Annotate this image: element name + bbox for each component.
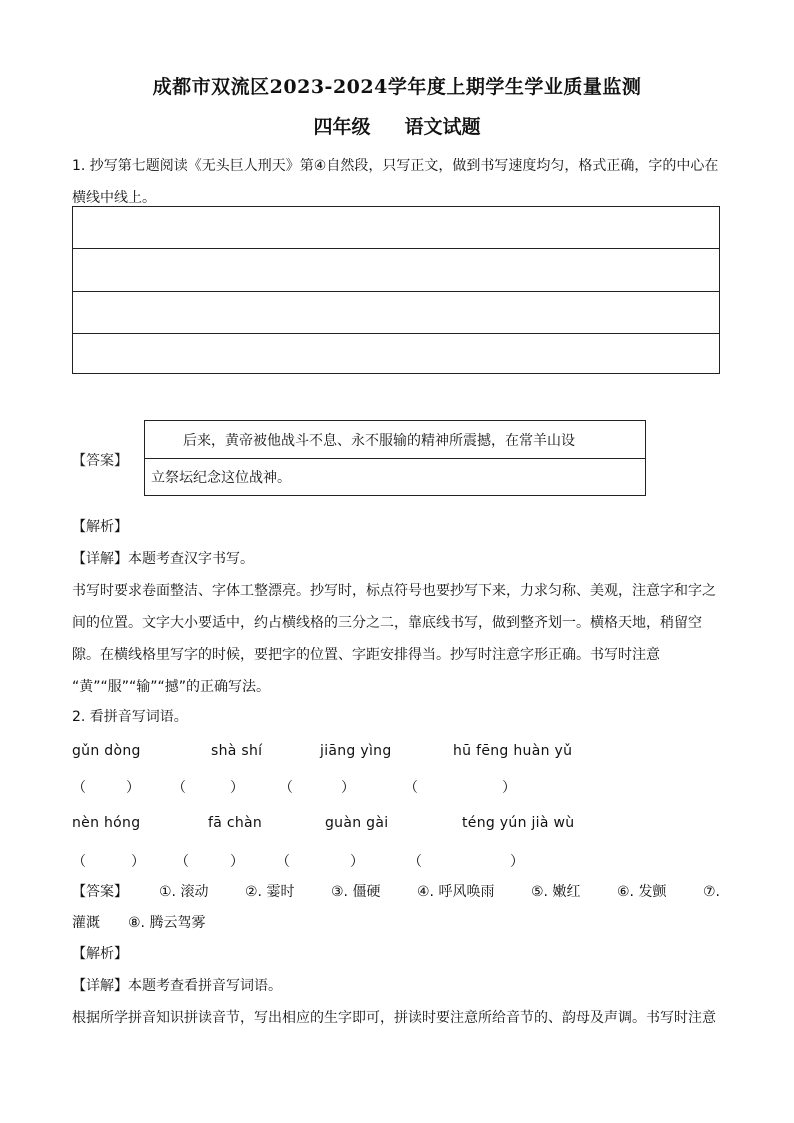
detail-tag: 【详解】: [72, 551, 128, 567]
answer-paren-close: ）: [502, 780, 516, 796]
answer-item: ⑦.: [703, 884, 721, 900]
writing-line: [73, 291, 719, 292]
answer-item: ⑧. 腾云驾雾: [128, 915, 206, 931]
answer-tag: 【答案】: [72, 884, 128, 900]
answer-item: ③. 僵硬: [331, 884, 381, 900]
pinyin-item: hū fēng huàn yǔ: [453, 743, 573, 759]
detail-heading: [72, 549, 254, 569]
page-title: 成都市双流区2023-2024学年度上期学生学业质量监测: [152, 76, 642, 98]
pinyin-item: téng yún jià wù: [462, 815, 575, 831]
answer-item: ①. 滚动: [159, 884, 209, 900]
pinyin-item: shà shí: [211, 743, 263, 759]
detail-intro: 本题考查看拼音写词语。: [128, 978, 282, 994]
answer-paren-open: （: [72, 854, 86, 870]
pinyin-item: guàn gài: [325, 815, 389, 831]
detail-line: “黄”“服”“输”“撼”的正确写法。: [72, 679, 271, 695]
answer-paren-open: （: [279, 780, 293, 796]
detail-line: 间的位置。文字大小要适中，约占横线格的三分之二，靠底线书写，做到整齐划一。横格天地，稍留空: [72, 615, 702, 631]
writing-line: [73, 248, 719, 249]
answer-item: 灌溉: [72, 915, 100, 931]
answer-item: ④. 呼风唤雨: [417, 884, 495, 900]
answer-paren-close: ）: [341, 780, 355, 796]
detail-intro: 本题考查汉字书写。: [128, 551, 254, 567]
answer-paren-open: （: [172, 780, 186, 796]
answer-tag: 【答案】: [72, 453, 128, 469]
answer-item: ⑤. 嫩红: [531, 884, 581, 900]
question-1-text: 1. 抄写第七题阅读《无头巨人刑天》第④自然段，只写正文，做到书写速度均匀，格式正确，字的中心在横线中线上。: [72, 158, 719, 206]
pinyin-item: jiāng yìng: [320, 743, 392, 759]
detail-tag: 【详解】: [72, 978, 128, 994]
page-subtitle: [0, 112, 794, 139]
detail-line: 隙。在横线格里写字的时候，要把字的位置、字距安排得当。抄写时注意字形正确。书写时注意: [72, 647, 660, 663]
answer-paren-open: （: [276, 854, 290, 870]
answer-paren-open: （: [404, 780, 418, 796]
question-2-text: 2. 看拼音写词语。: [72, 709, 188, 725]
answer-line-2: 立祭坛纪念这位战神。: [151, 470, 291, 486]
answer-line-1: 后来，黄帝被他战斗不息、永不服输的精神所震撼，在常羊山设: [183, 433, 575, 449]
answer-box: [144, 420, 646, 496]
detail-line: 根据所学拼音知识拼读音节，写出相应的生字即可，拼读时要注意所给音节的、韵母及声调。书写时注意: [72, 1010, 716, 1026]
analysis-tag: 【解析】: [72, 519, 128, 535]
answer-divider: [145, 458, 645, 459]
answer-paren-open: （: [175, 854, 189, 870]
analysis-tag: 【解析】: [72, 946, 128, 962]
pinyin-item: gǔn dòng: [72, 743, 141, 759]
answer-paren-close: ）: [350, 854, 364, 870]
pinyin-item: fā chàn: [208, 815, 263, 831]
answer-paren-open: （: [408, 854, 422, 870]
answer-item: ⑥. 发颤: [617, 884, 667, 900]
answer-paren-close: ）: [131, 854, 145, 870]
writing-line: [73, 333, 719, 334]
answer-paren-close: ）: [230, 854, 244, 870]
subtitle-grade: 四年级: [313, 116, 371, 138]
answer-paren-close: ）: [510, 854, 524, 870]
subtitle-subject: 语文试题: [404, 116, 481, 138]
pinyin-item: nèn hóng: [72, 815, 141, 831]
answer-paren-close: ）: [230, 780, 244, 796]
writing-grid: [72, 206, 720, 374]
answer-paren-open: （: [72, 780, 86, 796]
detail-line: 书写时要求卷面整洁、字体工整漂亮。抄写时，标点符号也要抄写下来，力求匀称、美观，注意字和字之: [72, 583, 716, 599]
answer-paren-close: ）: [126, 780, 140, 796]
answer-item: ②. 霎时: [245, 884, 295, 900]
detail-heading: [72, 976, 282, 996]
